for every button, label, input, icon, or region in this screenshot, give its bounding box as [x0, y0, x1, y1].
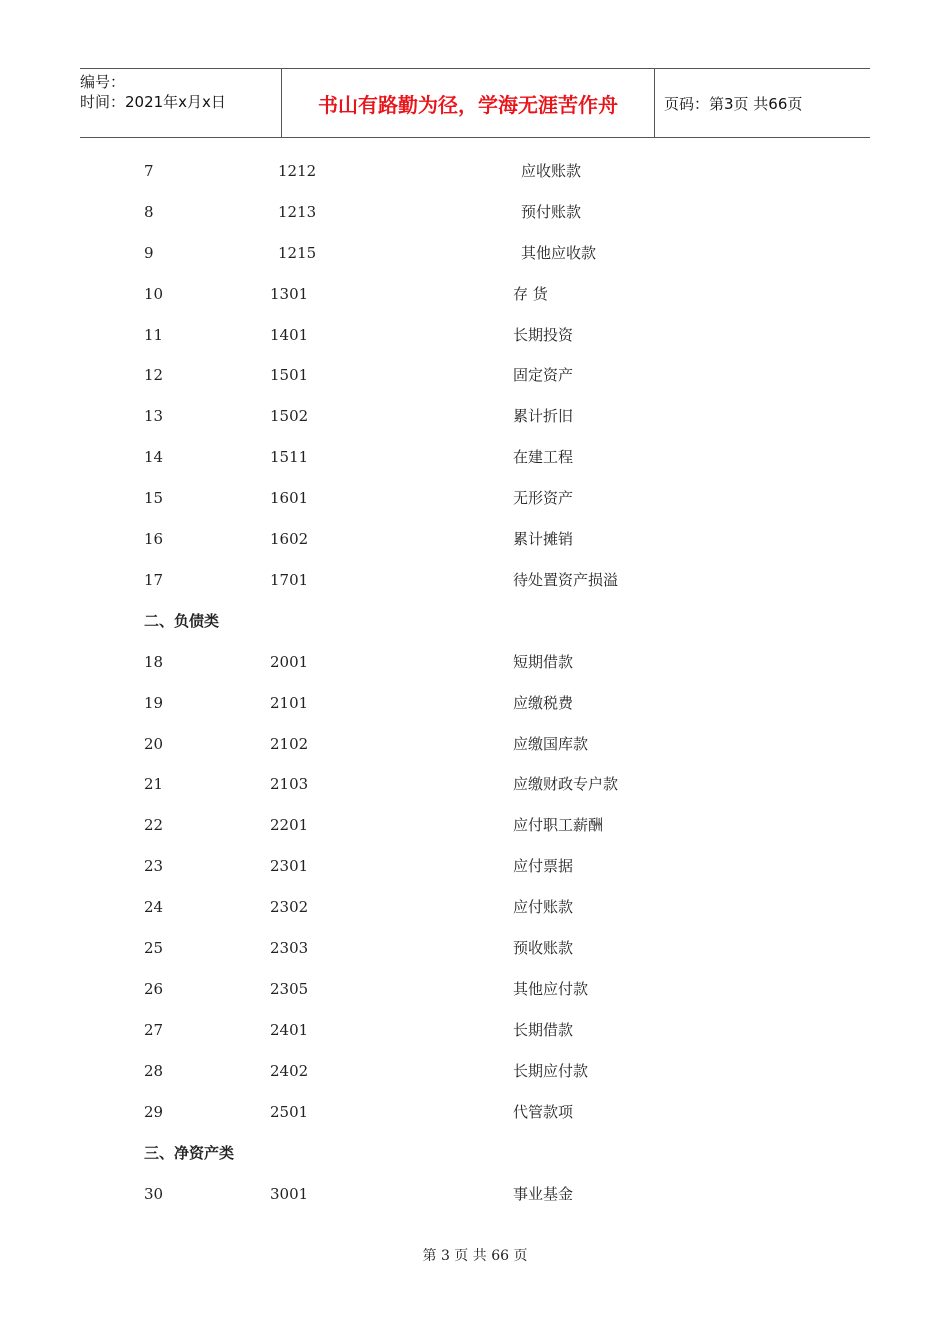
account-code: 2302 [270, 898, 309, 916]
account-name: 事业基金 [513, 1185, 574, 1203]
account-code: 2001 [270, 653, 309, 671]
account-name: 待处置资产损溢 [513, 571, 619, 589]
account-code: 1602 [270, 530, 309, 548]
account-code: 2201 [270, 816, 309, 834]
account-code: 2102 [270, 735, 309, 753]
account-row [0, 896, 950, 918]
motto: 书山有路勤为径，学海无涯苦作舟 [281, 69, 655, 137]
account-number: 29 [144, 1103, 164, 1121]
account-name: 应付职工薪酬 [513, 816, 604, 834]
page-info [664, 69, 870, 137]
account-row [0, 364, 950, 386]
account-name: 长期投资 [513, 326, 574, 344]
account-number: 7 [144, 162, 154, 180]
account-number: 22 [144, 816, 164, 834]
account-row [0, 446, 950, 468]
account-number: 12 [144, 366, 164, 384]
page-info-text: 页码：第3页 共66页 [664, 94, 803, 113]
account-row [0, 528, 950, 550]
account-number: 20 [144, 735, 164, 753]
page-footer: 第 3 页 共 66 页 [422, 1248, 528, 1264]
account-number: 23 [144, 857, 164, 875]
account-code: 1212 [278, 162, 317, 180]
account-name: 长期应付款 [513, 1062, 589, 1080]
account-code: 2103 [270, 775, 309, 793]
account-code: 1511 [270, 448, 309, 466]
account-number: 13 [144, 407, 164, 425]
account-row [0, 1183, 950, 1205]
account-row [0, 569, 950, 591]
account-code: 1601 [270, 489, 309, 507]
account-name: 应缴税费 [513, 694, 574, 712]
section-heading-liabilities: 二、负债类 [144, 612, 220, 630]
account-code: 1213 [278, 203, 317, 221]
account-name: 应付票据 [513, 857, 574, 875]
account-number: 28 [144, 1062, 164, 1080]
account-name: 无形资产 [513, 489, 574, 507]
account-number: 16 [144, 530, 164, 548]
number-label: 编号： [80, 73, 126, 91]
account-row [0, 1060, 950, 1082]
account-number: 19 [144, 694, 164, 712]
account-row [0, 283, 950, 305]
account-code: 1401 [270, 326, 309, 344]
account-number: 9 [144, 244, 154, 262]
account-number: 10 [144, 285, 164, 303]
section-heading-net-assets: 三、净资产类 [144, 1144, 235, 1162]
time-label: 时间：2021年x月x日 [80, 93, 226, 111]
account-name: 固定资产 [513, 366, 574, 384]
account-number: 27 [144, 1021, 164, 1039]
account-code: 3001 [270, 1185, 309, 1203]
account-name: 长期借款 [513, 1021, 574, 1039]
account-number: 21 [144, 775, 164, 793]
account-number: 14 [144, 448, 164, 466]
account-code: 2501 [270, 1103, 309, 1121]
account-name: 应收账款 [521, 162, 582, 180]
account-name: 存 货 [513, 285, 548, 303]
account-name: 预收账款 [513, 939, 574, 957]
account-name: 其他应收款 [521, 244, 597, 262]
account-row [0, 814, 950, 836]
account-code: 1301 [270, 285, 309, 303]
account-row [0, 692, 950, 714]
header-left [80, 69, 280, 140]
page-header [80, 68, 870, 138]
account-code: 2401 [270, 1021, 309, 1039]
account-name: 应缴财政专户款 [513, 775, 619, 793]
account-number: 25 [144, 939, 164, 957]
account-row [0, 773, 950, 795]
account-row [0, 651, 950, 673]
account-row [0, 201, 950, 223]
account-row [0, 405, 950, 427]
account-number: 15 [144, 489, 164, 507]
account-code: 2301 [270, 857, 309, 875]
account-code: 1215 [278, 244, 317, 262]
account-number: 17 [144, 571, 164, 589]
account-row [0, 1101, 950, 1123]
account-row [0, 855, 950, 877]
account-row [0, 487, 950, 509]
account-code: 2305 [270, 980, 309, 998]
account-name: 代管款项 [513, 1103, 574, 1121]
account-code: 2303 [270, 939, 309, 957]
account-name: 累计折旧 [513, 407, 574, 425]
account-number: 11 [144, 326, 164, 344]
account-name: 在建工程 [513, 448, 574, 466]
account-code: 1701 [270, 571, 309, 589]
account-row [0, 978, 950, 1000]
account-number: 8 [144, 203, 154, 221]
account-number: 30 [144, 1185, 164, 1203]
account-code: 1501 [270, 366, 309, 384]
account-name: 应缴国库款 [513, 735, 589, 753]
account-code: 1502 [270, 407, 309, 425]
account-row [0, 160, 950, 182]
account-row [0, 1019, 950, 1041]
account-row [0, 733, 950, 755]
account-name: 预付账款 [521, 203, 582, 221]
account-row [0, 937, 950, 959]
account-name: 应付账款 [513, 898, 574, 916]
account-name: 短期借款 [513, 653, 574, 671]
account-number: 18 [144, 653, 164, 671]
account-number: 26 [144, 980, 164, 998]
account-name: 累计摊销 [513, 530, 574, 548]
account-number: 24 [144, 898, 164, 916]
account-name: 其他应付款 [513, 980, 589, 998]
account-row [0, 242, 950, 264]
account-code: 2101 [270, 694, 309, 712]
account-code: 2402 [270, 1062, 309, 1080]
account-row [0, 324, 950, 346]
